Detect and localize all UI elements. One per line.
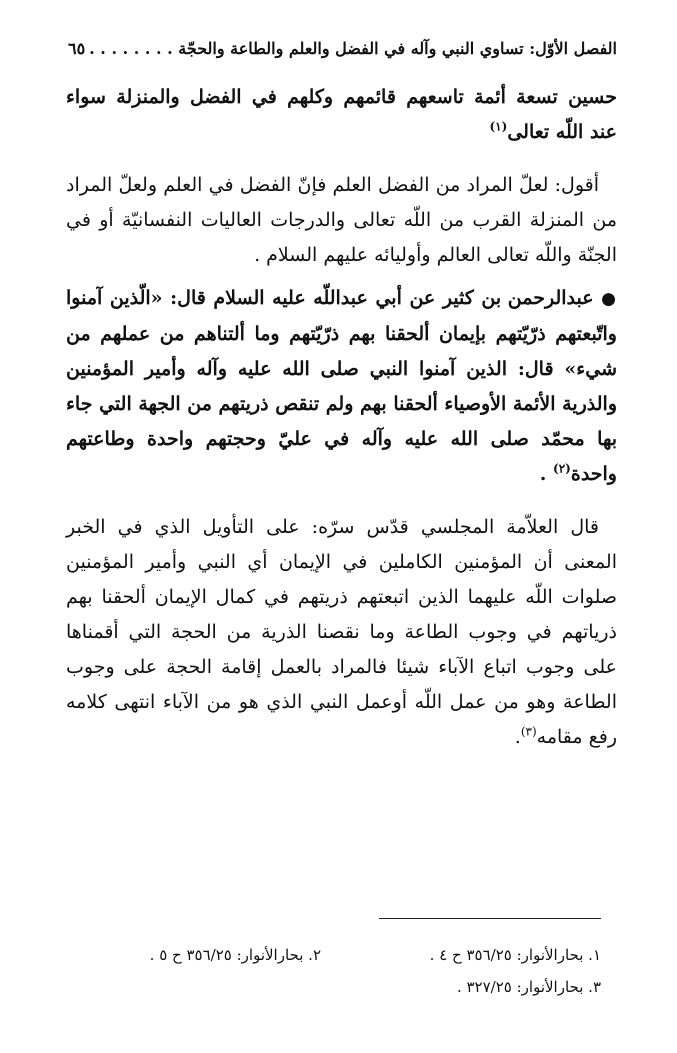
chapter-title: الفصل الأوّل: تساوي النبي وآله في الفضل والعلم والطاعة والحجّة . . . . . . . . [89, 39, 617, 58]
footnote-divider [379, 918, 601, 919]
paragraph-text: أقول: لعلّ المراد من الفضل العلم فإنّ الفضل في العلم ولعلّ المراد من المنزلة القرب من اللّه تعالى والدرجات العاليات النفسانيّة أو في الجنّة واللّه تعالى العالم وأوليائه عليهم السلام . [66, 174, 617, 266]
paragraph-text: عبدالرحمن بن كثير عن أبي عبداللّه عليه السلام قال: «الّذين آمنوا واتّبعتهم ذرّيّتهم بإيمان ألحقنا بهم ذرّيّتهم وما ألتناهم من عملهم من شيء» قال: الذين آمنوا النبي صلى الله عليه وآله وأمير المؤمنين والذرية الأئمة الأوصياء ألحقنا بهم ولم تنقص ذريتهم من الجهة التي جاء بها محمّد صلى الله عليه وآله في عليّ وحجتهم واحدة وطاعتهم واحدة [66, 287, 617, 485]
page-number: ٦٥ [68, 39, 86, 58]
paragraph-text: حسين تسعة أئمة تاسعهم قائمهم وكلهم في الفضل والمنزلة سواء عند اللّه تعالى [66, 86, 617, 143]
footnote-ref-2: (٢) [553, 461, 571, 476]
footnote-2: ٢. بحارالأنوار: ٣٥٦/٢٥ ح ٥ . [149, 946, 321, 964]
running-header [68, 36, 617, 62]
paragraph-end: . [539, 463, 554, 485]
page-body [66, 80, 617, 755]
bullet-icon: ● [601, 289, 617, 309]
footnote-3: ٣. بحارالأنوار: ٣٢٧/٢٥ . [456, 978, 601, 996]
paragraph-majlisi-quote [66, 510, 617, 755]
paragraph-hadith-continuation [66, 80, 617, 150]
footnote-ref-1: (١) [489, 119, 508, 134]
paragraph-commentary [66, 168, 617, 273]
footnote-1: ١. بحارالأنوار: ٣٥٦/٢٥ ح ٤ . [429, 946, 601, 964]
footnote-ref-3: (٣) [520, 724, 537, 739]
paragraph-text: قال العلاّمة المجلسي قدّس سرّه: على التأويل الذي في الخبر المعنى أن المؤمنين الكاملين في الإيمان أي النبي وأمير المؤمنين صلوات اللّه عليهما الذين اتبعتهم ذريتهم في كمال الإيمان ألحقنا بهم ذرياتهم في وجوب الطاعة وما نقصنا الذرية من الحجة التي أقمناها على وجوب اتباع الآباء شيئا فالمراد بالعمل إقامة الحجة على وجوب الطاعة وهو من عمل اللّه أوعمل النبي الذي هو من الآباء انتهى كلامه رفع مقامه [66, 516, 617, 748]
paragraph-end: . [514, 726, 521, 748]
paragraph-hadith [66, 281, 617, 492]
